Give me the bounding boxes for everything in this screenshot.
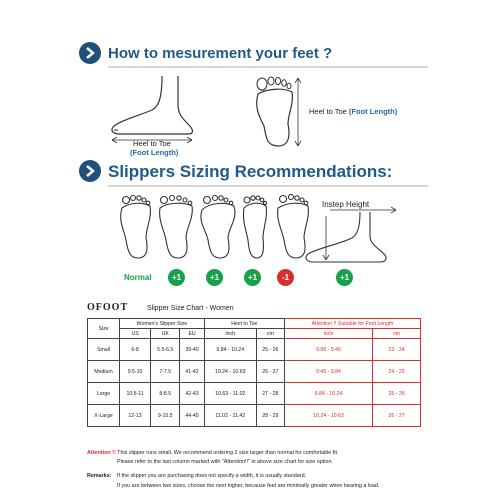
cell-inch: 10.24 - 10.63 <box>204 361 256 383</box>
col-att-cm: cm <box>373 329 421 339</box>
section-divider <box>108 185 428 187</box>
col-size: Size <box>88 319 120 339</box>
col-att-inch: inch <box>284 329 372 339</box>
remarks-label-text: Remarks: <box>87 473 112 479</box>
cell-us: 10.5-11 <box>120 383 151 405</box>
cell-eu: 41-42 <box>180 361 204 383</box>
attention-label: Attention !! <box>87 450 116 456</box>
section-divider <box>108 66 428 68</box>
cell-us: 12-13 <box>120 405 151 427</box>
size-adjust-badge-2: +1 <box>206 269 223 286</box>
cell-att-inch: 9.84 - 10.24 <box>284 383 372 405</box>
cell-uk: 5.5-6.5 <box>151 339 180 361</box>
cell-inch: 11.02 - 11.42 <box>204 405 256 427</box>
col-womens-size: Women's Slipper Size <box>120 319 205 329</box>
cell-us: 9.5-10 <box>120 361 151 383</box>
cell-cm: 26 - 27 <box>256 361 284 383</box>
sole-label <box>309 107 397 116</box>
chevron-right-icon <box>79 160 101 182</box>
attention-note <box>87 450 338 456</box>
table-row <box>88 405 421 427</box>
instep-height-label: Instep Height <box>322 200 370 209</box>
cell-att-inch: 9.06 - 9.45 <box>284 339 372 361</box>
sole-label-heel-to-toe: Heel to Toe <box>309 107 347 116</box>
foot-shape-normal <box>121 196 151 259</box>
foot-shape-wide-toes <box>160 196 193 259</box>
col-attention: Attention !! Suitable for Foot Length <box>284 319 420 329</box>
cell-att-cm: 23 - 24 <box>373 339 421 361</box>
cell-uk: 9-10.5 <box>151 405 180 427</box>
foot-shapes-illustration <box>116 194 316 260</box>
cell-uk: 8-8.5 <box>151 383 180 405</box>
foot-side-view-illustration <box>108 74 208 146</box>
section-title-sizing: Slippers Sizing Recommendations: <box>108 162 393 181</box>
cell-att-cm: 26 - 27 <box>373 405 421 427</box>
cell-att-inch: 10.24 - 10.63 <box>284 405 372 427</box>
cell-eu: 39-40 <box>180 339 204 361</box>
brand-logo: OFOOT <box>87 302 129 313</box>
col-us: US <box>120 329 151 339</box>
cell-uk: 7-7.5 <box>151 361 180 383</box>
instep-height-illustration <box>300 196 426 280</box>
cell-att-inch: 9.45 - 9.84 <box>284 361 372 383</box>
side-label-foot-length: (Foot Length) <box>130 148 179 157</box>
side-label-heel-to-toe: Heel to Toe <box>133 139 171 148</box>
remarks-line-2: If you are between two sizes, choose the next higher, because feet are minimally greater when bearing a load. <box>117 483 380 489</box>
col-inch: inch <box>204 329 256 339</box>
cell-att-cm: 25 - 26 <box>373 383 421 405</box>
foot-shape-wide-ball <box>201 196 235 259</box>
col-eu: EU <box>180 329 204 339</box>
table-subheader-row <box>88 329 421 339</box>
foot-shape-narrow <box>243 196 266 258</box>
cell-us: 6-8 <box>120 339 151 361</box>
foot-sole-view-illustration <box>250 74 310 150</box>
size-adjust-badge-5: +1 <box>336 269 353 286</box>
cell-size: Large <box>88 383 120 405</box>
table-row <box>88 339 421 361</box>
cell-cm: 25 - 26 <box>256 339 284 361</box>
attention-line-2: Please refer to the last column marked with "Attention!!" in above size chart for size option. <box>117 459 333 465</box>
cell-eu: 42-43 <box>180 383 204 405</box>
col-uk: UK <box>151 329 180 339</box>
remarks-line-1: If the slipper you are purchasing does not specify a width, it is usually standard. <box>117 473 307 479</box>
chart-title: Slipper Size Chart - Women <box>147 305 234 312</box>
cell-att-cm: 24 - 25 <box>373 361 421 383</box>
chevron-right-icon <box>79 42 101 64</box>
size-chart-table <box>87 318 421 427</box>
remarks-label <box>87 473 112 479</box>
normal-label: Normal <box>124 273 152 282</box>
table-row <box>88 361 421 383</box>
size-adjust-badge-3: +1 <box>244 269 261 286</box>
cell-size: Small <box>88 339 120 361</box>
col-cm: cm <box>256 329 284 339</box>
cell-cm: 28 - 29 <box>256 405 284 427</box>
cell-size: X-Large <box>88 405 120 427</box>
attention-line-1: This slipper runs small. We recommend ordering 2 size larger than normal for comfortable fit. <box>115 450 339 456</box>
size-adjust-badge-4: -1 <box>277 269 294 286</box>
cell-size: Medium <box>88 361 120 383</box>
table-header-row <box>88 319 421 329</box>
size-adjust-badge-1: +1 <box>168 269 185 286</box>
section-title-measure: How to mesurement your feet ? <box>108 45 333 62</box>
table-row <box>88 383 421 405</box>
cell-eu: 44-45 <box>180 405 204 427</box>
cell-inch: 9.84 - 10.24 <box>204 339 256 361</box>
sole-label-foot-length: (Foot Length) <box>348 107 398 116</box>
cell-cm: 27 - 28 <box>256 383 284 405</box>
cell-inch: 10.63 - 11.02 <box>204 383 256 405</box>
col-heel-to-toe: Heel to Toe <box>204 319 284 329</box>
